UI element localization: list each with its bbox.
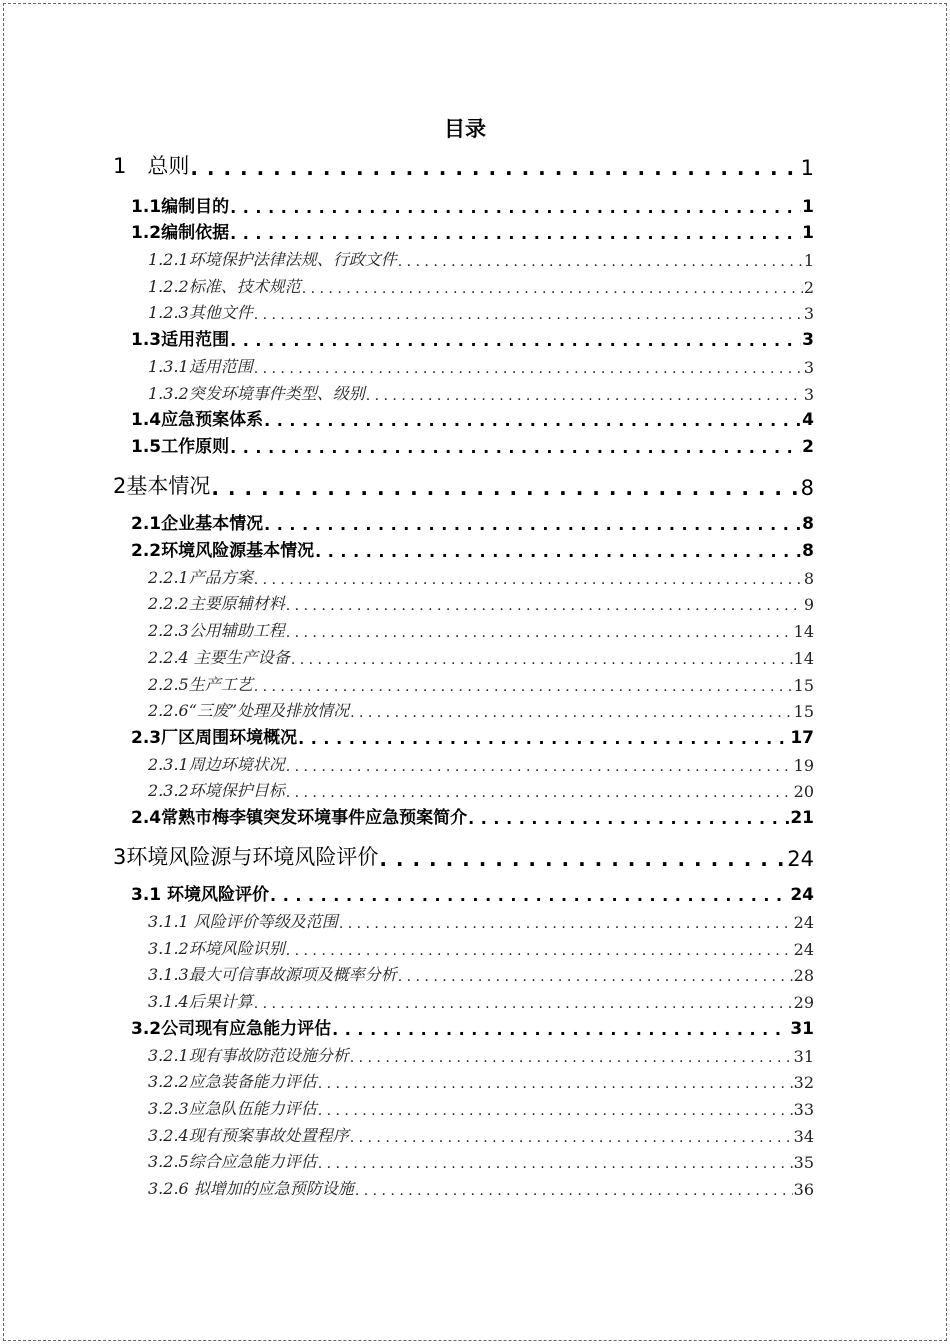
toc-entry-text: 3.2.5综合应急能力评估: [148, 1152, 317, 1171]
toc-entry-3-1-3[interactable]: [148, 961, 814, 985]
toc-entry-text: 1.2.3其他文件: [148, 303, 253, 322]
dot-leader: [318, 1156, 793, 1172]
toc-entry-text: 1.1编制目的: [131, 197, 230, 217]
dot-leader: [270, 886, 789, 905]
toc-page-number: 29: [793, 993, 814, 1012]
toc-entry-1-4[interactable]: [131, 406, 814, 430]
toc-entry-3-2-3[interactable]: [148, 1095, 814, 1119]
dot-leader: [318, 1103, 793, 1119]
toc-entry-1-3[interactable]: [131, 326, 814, 350]
toc-entry-text: 2.3厂区周围环境概况: [131, 728, 298, 748]
toc-entry-text: 2.3.1周边环境状况: [148, 755, 285, 774]
toc-title: 目录: [444, 117, 486, 141]
dot-leader: [286, 943, 793, 959]
toc-entry-text: 1.2.2标准、技术规范: [148, 277, 301, 296]
toc-entry-text: 2.2.4 主要生产设备: [148, 648, 290, 667]
toc-entry-2[interactable]: [113, 470, 814, 500]
toc-entry-text: 1.5工作原则: [131, 437, 230, 457]
toc-entry-text: 2.2.5生产工艺: [148, 675, 253, 694]
dot-leader: [318, 1076, 793, 1092]
toc-entry-text: 1.4应急预案体系: [131, 410, 264, 430]
toc-entry-2-3[interactable]: [131, 724, 814, 748]
toc-entry-text: 3.1 环境风险评价: [131, 885, 270, 905]
toc-entry-3-2[interactable]: [131, 1015, 814, 1039]
toc-entry-2-2[interactable]: [131, 537, 814, 561]
dot-leader: [190, 156, 799, 180]
toc-page-number: 8: [803, 569, 814, 588]
toc-page-number: 3: [803, 304, 814, 323]
dot-leader: [302, 281, 803, 297]
toc-entry-text: 2.4常熟市梅李镇突发环境事件应急预案简介: [131, 808, 468, 828]
dot-leader: [264, 411, 801, 430]
toc-page-number: 2: [803, 278, 814, 297]
toc-page-number: 32: [793, 1073, 814, 1092]
toc-entry-text: 2.3.2环境保护目标: [148, 781, 285, 800]
dot-leader: [230, 198, 801, 217]
toc-entry-text: 1.3.1适用范围: [148, 357, 253, 376]
dot-leader: [468, 809, 789, 828]
toc-page-number: 24: [793, 940, 814, 959]
toc-entry-2-2-1[interactable]: [148, 564, 814, 588]
toc-page-number: 9: [803, 595, 814, 614]
toc-entry-text: 3.1.2环境风险识别: [148, 939, 285, 958]
toc-entry-text: 3.2.4现有预案事故处置程序: [148, 1126, 349, 1145]
toc-entry-text: 1 总则: [113, 154, 190, 178]
toc-entry-1[interactable]: [113, 150, 814, 180]
toc-entry-1-2-3[interactable]: [148, 299, 814, 323]
toc-entry-text: 2.2.1产品方案: [148, 568, 253, 587]
toc-page-number: 8: [802, 541, 814, 561]
toc-entry-text: 3.1.4后果计算: [148, 992, 253, 1011]
dot-leader: [230, 438, 801, 457]
toc-page-number: 35: [793, 1153, 814, 1172]
toc-page-number: 3: [803, 385, 814, 404]
toc-page-number: 1: [803, 251, 814, 270]
toc-page-number: 3: [803, 358, 814, 377]
toc-entry-3-2-6[interactable]: [148, 1175, 814, 1199]
toc-entry-2-3-2[interactable]: [148, 777, 814, 801]
toc-entry-1-2-2[interactable]: [148, 273, 814, 297]
dot-leader: [350, 705, 793, 721]
toc-entry-3-1[interactable]: [131, 881, 814, 905]
toc-page-number: 15: [793, 676, 814, 695]
toc-entry-1-5[interactable]: [131, 433, 814, 457]
toc-entry-3-2-5[interactable]: [148, 1148, 814, 1172]
toc-page-number: 31: [790, 1019, 814, 1039]
dot-leader: [379, 847, 786, 871]
toc-entry-text: 1.3适用范围: [131, 330, 230, 350]
toc-entry-text: 2.2.6“三废”处理及排放情况: [148, 701, 350, 720]
toc-entry-1-3-1[interactable]: [148, 353, 814, 377]
dot-leader: [230, 331, 801, 350]
toc-page-number: 34: [793, 1127, 814, 1146]
dot-leader: [339, 916, 793, 932]
toc-entry-1-1[interactable]: [131, 193, 814, 217]
toc-page-number: 3: [802, 330, 814, 350]
toc-entry-2-4[interactable]: [131, 804, 814, 828]
toc-entry-2-2-4[interactable]: [148, 644, 814, 668]
toc-entry-text: 3.1.3最大可信事故源项及概率分析: [148, 965, 397, 984]
toc-page-number: 4: [802, 410, 814, 430]
toc-entry-3-2-1[interactable]: [148, 1042, 814, 1066]
toc-entry-2-2-2[interactable]: [148, 590, 814, 614]
dot-leader: [332, 1020, 789, 1039]
toc-page-number: 14: [793, 622, 814, 641]
toc-entry-text: 3.1.1 风险评价等级及范围: [148, 912, 338, 931]
toc-entry-3-2-4[interactable]: [148, 1122, 814, 1146]
dot-leader: [398, 969, 793, 985]
toc-page-number: 1: [802, 197, 814, 217]
dot-leader: [350, 1050, 793, 1066]
toc-entry-text: 2.1企业基本情况: [131, 514, 264, 534]
toc-entry-text: 2.2.2主要原辅材料: [148, 594, 285, 613]
toc-page-number: 33: [793, 1100, 814, 1119]
toc-entry-2-2-3[interactable]: [148, 617, 814, 641]
toc-entry-2-3-1[interactable]: [148, 751, 814, 775]
toc-entry-text: 2.2.3公用辅助工程: [148, 621, 285, 640]
toc-entry-text: 3.2.6 拟增加的应急预防设施: [148, 1179, 354, 1198]
toc-page-number: 24: [787, 847, 814, 871]
toc-page-number: 15: [793, 702, 814, 721]
toc-page-number: 21: [790, 808, 814, 828]
toc-page-number: 31: [793, 1047, 814, 1066]
dot-leader: [355, 1183, 793, 1199]
toc-page-number: 8: [800, 476, 814, 500]
toc-page-number: 2: [802, 437, 814, 457]
toc-page-number: 24: [793, 913, 814, 932]
dot-leader: [286, 598, 803, 614]
dot-leader: [254, 572, 803, 588]
toc-page-number: 1: [800, 156, 814, 180]
toc-entry-text: 1.2编制依据: [131, 223, 230, 243]
toc-page-number: 36: [793, 1180, 814, 1199]
dot-leader: [254, 996, 793, 1012]
dot-leader: [298, 729, 789, 748]
toc-entry-3-1-4[interactable]: [148, 988, 814, 1012]
toc-entry-3-1-2[interactable]: [148, 935, 814, 959]
toc-entry-1-2[interactable]: [131, 219, 814, 243]
dot-leader: [286, 759, 793, 775]
toc-entry-3-1-1[interactable]: [148, 908, 814, 932]
dot-leader: [211, 476, 799, 500]
dot-leader: [230, 224, 801, 243]
dot-leader: [366, 388, 803, 404]
toc-entry-2-2-6[interactable]: [148, 697, 814, 721]
toc-entry-text: 3.2.2应急装备能力评估: [148, 1072, 317, 1091]
toc-page-number: 8: [802, 514, 814, 534]
toc-entry-text: 3.2.3应急队伍能力评估: [148, 1099, 317, 1118]
dot-leader: [254, 307, 803, 323]
dot-leader: [291, 652, 793, 668]
toc-page-number: 14: [793, 649, 814, 668]
toc-page-number: 19: [793, 756, 814, 775]
toc-entry-2-1[interactable]: [131, 510, 814, 534]
dot-leader: [350, 1130, 793, 1146]
toc-entry-2-2-5[interactable]: [148, 671, 814, 695]
dot-leader: [254, 361, 803, 377]
dot-leader: [398, 254, 803, 270]
dot-leader: [254, 679, 793, 695]
toc-page-number: 1: [802, 223, 814, 243]
toc-entry-text: 3.2.1现有事故防范设施分析: [148, 1046, 349, 1065]
toc-entry-text: 2基本情况: [113, 474, 211, 498]
toc-page-number: 20: [793, 782, 814, 801]
toc-page-number: 17: [790, 728, 814, 748]
dot-leader: [286, 785, 793, 801]
toc-entry-text: 1.2.1环境保护法律法规、行政文件: [148, 250, 397, 269]
toc-entry-3-2-2[interactable]: [148, 1068, 814, 1092]
dot-leader: [286, 625, 793, 641]
toc-entry-text: 3.2公司现有应急能力评估: [131, 1019, 332, 1039]
toc-entry-text: 3环境风险源与环境风险评价: [113, 845, 379, 869]
toc-entry-3[interactable]: [113, 841, 814, 871]
toc-entry-1-3-2[interactable]: [148, 380, 814, 404]
toc-page-number: 24: [790, 885, 814, 905]
dot-leader: [264, 515, 801, 534]
toc-entry-text: 1.3.2突发环境事件类型、级别: [148, 384, 365, 403]
toc-entry-text: 2.2环境风险源基本情况: [131, 541, 315, 561]
toc-page-number: 28: [793, 966, 814, 985]
toc-entry-1-2-1[interactable]: [148, 246, 814, 270]
dot-leader: [315, 542, 801, 561]
